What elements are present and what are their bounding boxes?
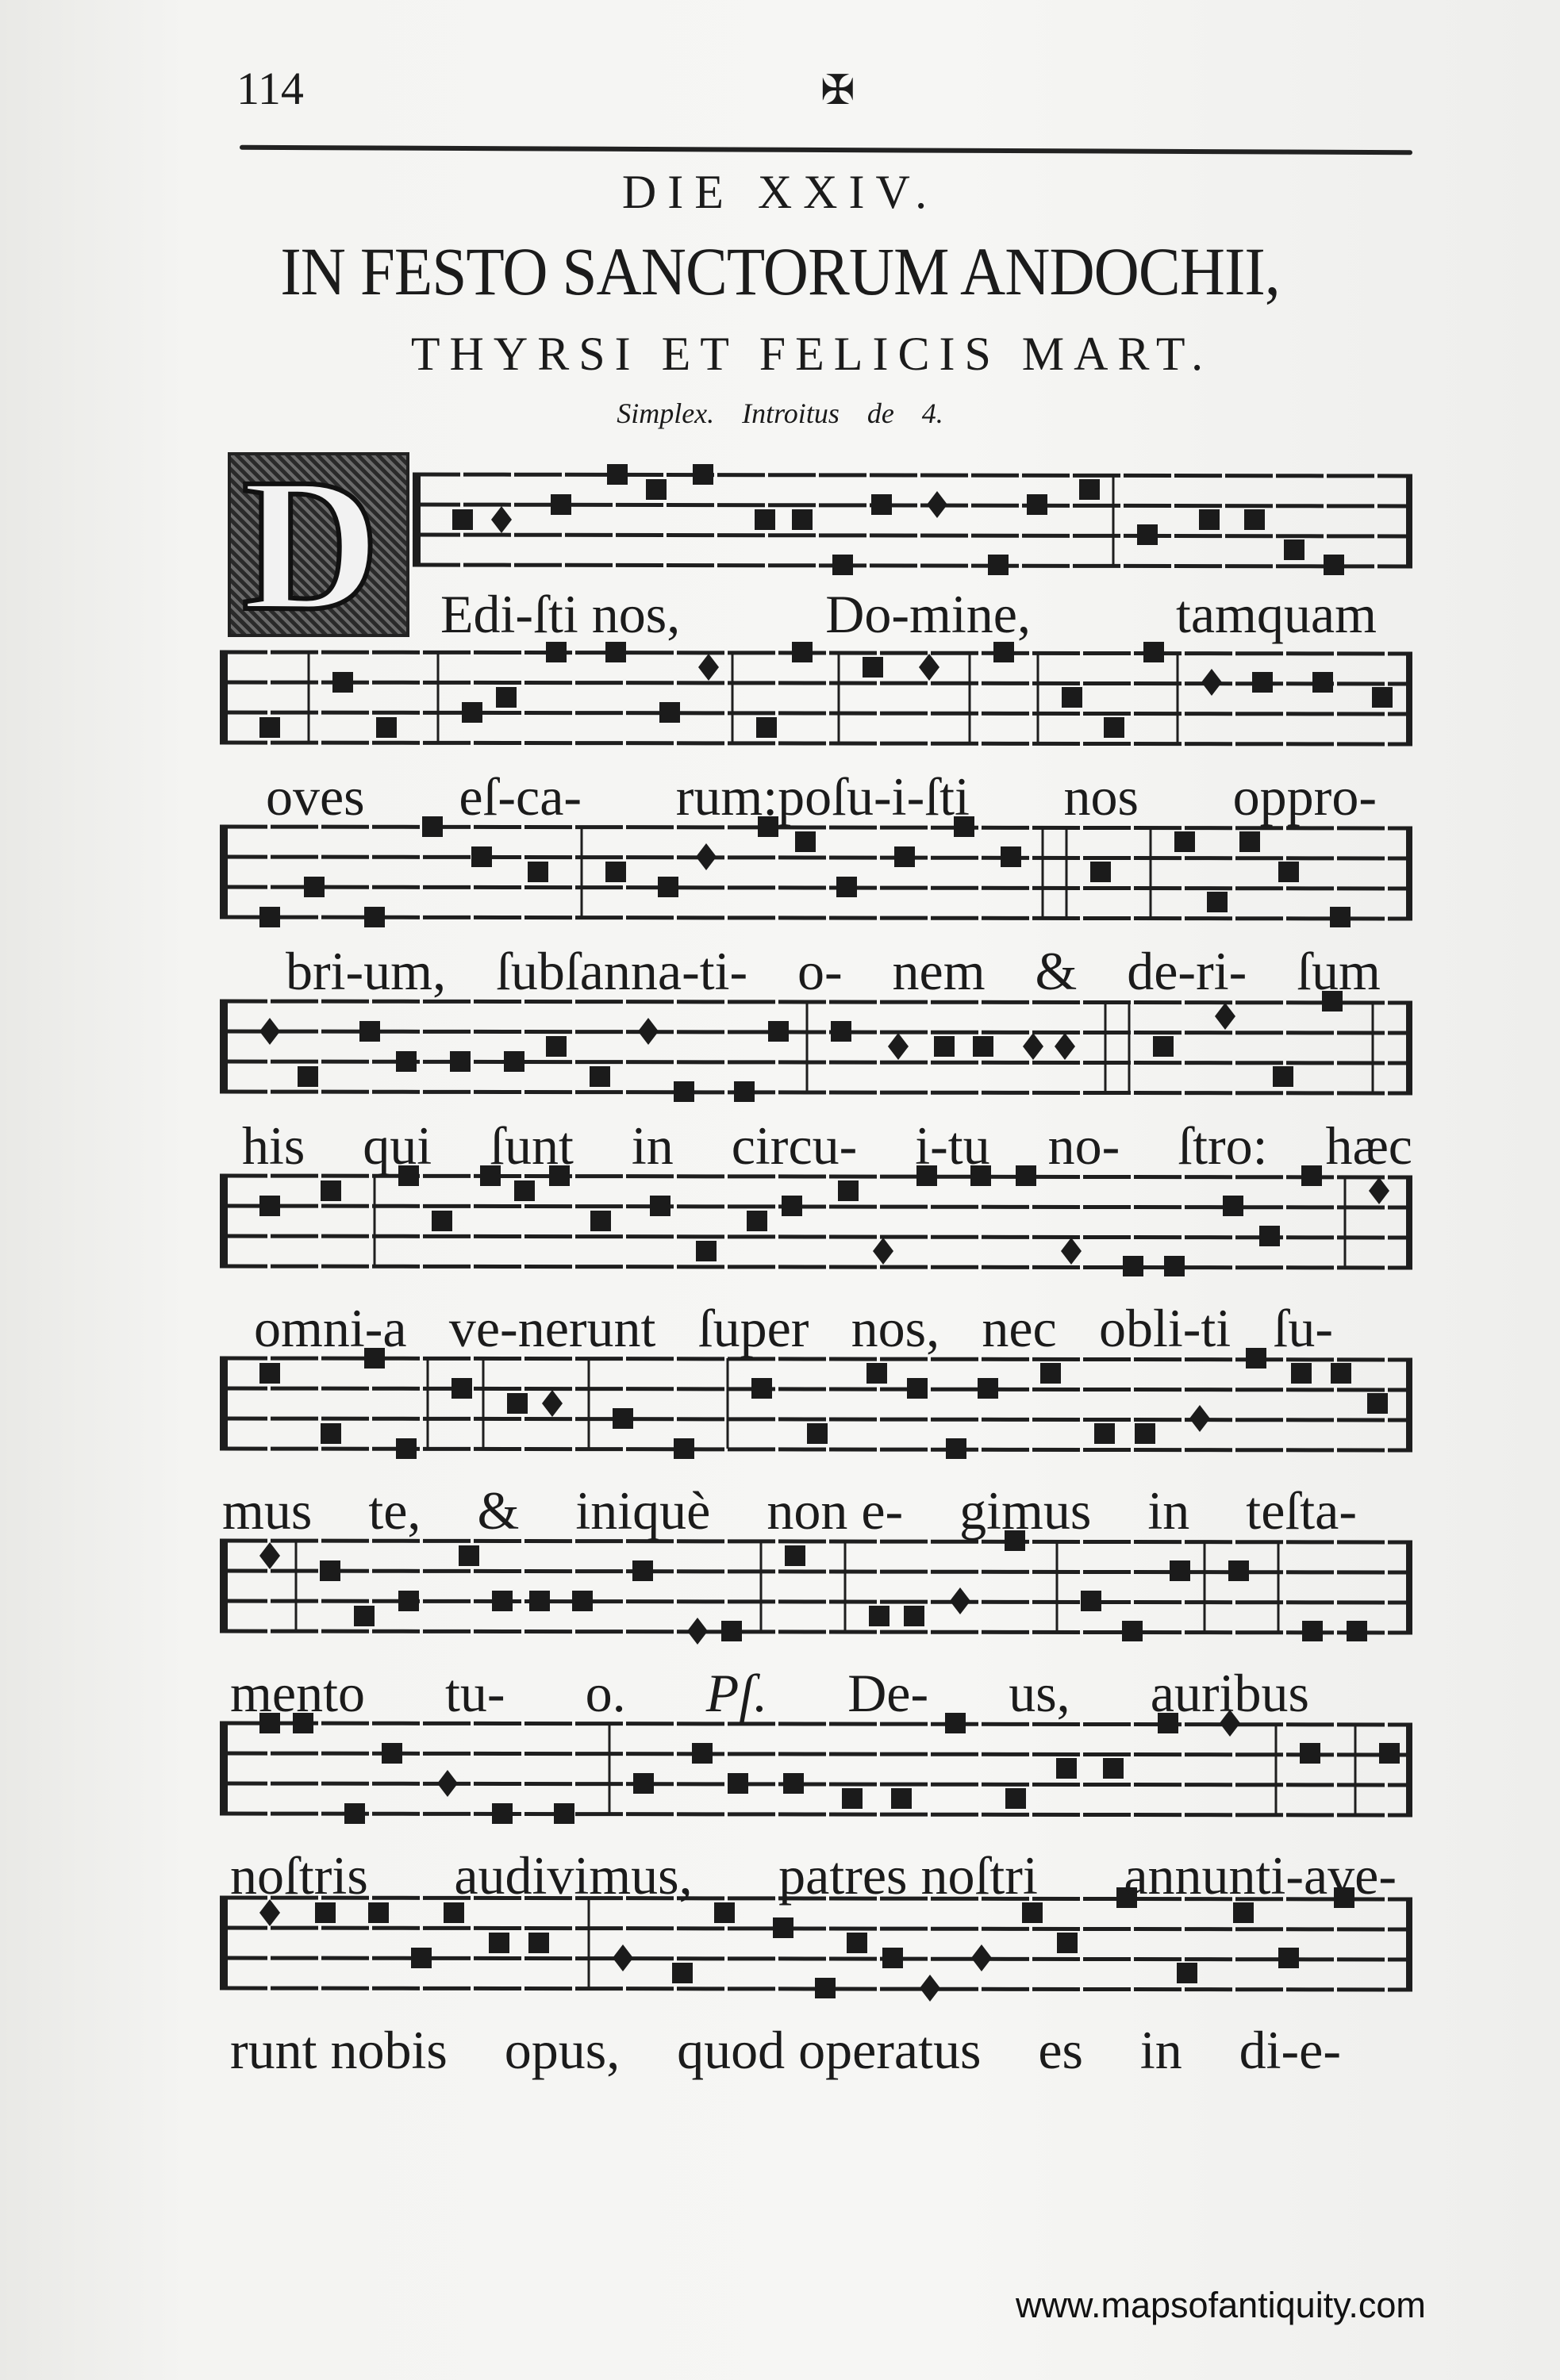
neume bbox=[1079, 479, 1100, 500]
neume bbox=[693, 464, 713, 485]
neume bbox=[832, 555, 853, 575]
lyric-syllable: gimus bbox=[959, 1480, 1092, 1541]
neume bbox=[1137, 524, 1158, 545]
lyric-syllable: & bbox=[477, 1480, 520, 1541]
neume bbox=[551, 494, 571, 515]
neume bbox=[298, 1066, 318, 1087]
lyric-syllable: nos, bbox=[851, 1298, 940, 1358]
custos bbox=[1406, 652, 1412, 743]
neume bbox=[471, 846, 492, 867]
staff bbox=[220, 991, 1412, 1102]
neume bbox=[1040, 1363, 1061, 1384]
neume bbox=[1347, 1621, 1367, 1641]
staff bbox=[220, 1348, 1412, 1459]
custos bbox=[1406, 1358, 1412, 1449]
neume bbox=[259, 717, 280, 738]
neume bbox=[768, 1021, 789, 1042]
neume bbox=[747, 1211, 767, 1231]
neume bbox=[831, 1021, 851, 1042]
neume bbox=[590, 1211, 611, 1231]
lyric-syllable: eſ-ca- bbox=[459, 766, 582, 827]
neume bbox=[1135, 1423, 1155, 1444]
staff-line bbox=[220, 743, 1412, 744]
neume bbox=[950, 1587, 970, 1614]
neume bbox=[1027, 494, 1047, 515]
neume bbox=[259, 1196, 280, 1216]
neume bbox=[1291, 1363, 1312, 1384]
feast-title: IN FESTO SANCTORUM ANDOCHII, bbox=[280, 233, 1280, 309]
neume bbox=[1103, 1758, 1124, 1779]
neume bbox=[504, 1051, 524, 1072]
page-number: 114 bbox=[236, 63, 304, 114]
staff-line bbox=[220, 1958, 1412, 1960]
neume bbox=[871, 494, 892, 515]
neume bbox=[894, 846, 915, 867]
neume bbox=[1284, 539, 1304, 560]
lyric-line bbox=[266, 766, 1377, 828]
neume bbox=[1174, 831, 1195, 852]
staff bbox=[220, 1165, 1412, 1276]
neume bbox=[451, 1378, 472, 1399]
staff bbox=[220, 1530, 1412, 1645]
lyric-syllable: ſubſanna-ti- bbox=[495, 941, 748, 1001]
lyric-syllable: patres noſtri bbox=[778, 1845, 1038, 1906]
neume bbox=[1164, 1256, 1185, 1276]
lyric-syllable: i-tu bbox=[915, 1115, 990, 1176]
neume bbox=[1239, 831, 1260, 852]
lyric-line bbox=[254, 1297, 1333, 1360]
staff-line bbox=[413, 565, 1412, 566]
lyric-line bbox=[440, 583, 1377, 646]
neume bbox=[1081, 1591, 1101, 1611]
custos bbox=[1406, 1723, 1412, 1814]
neume bbox=[1252, 672, 1273, 693]
neume bbox=[1207, 892, 1228, 912]
neume bbox=[1312, 672, 1333, 693]
neume bbox=[492, 1803, 513, 1824]
neume bbox=[1062, 687, 1082, 708]
lyric-syllable: obli-ti bbox=[1098, 1298, 1231, 1358]
lyric-syllable: mus bbox=[222, 1480, 313, 1541]
neume bbox=[1300, 1743, 1320, 1764]
neume bbox=[321, 1423, 341, 1444]
lyric-line bbox=[242, 1115, 1412, 1177]
neume bbox=[546, 1036, 567, 1057]
neume bbox=[1278, 862, 1299, 882]
staff-line bbox=[220, 887, 1412, 889]
lyric-syllable: nec bbox=[982, 1298, 1057, 1358]
staff-line bbox=[220, 1092, 1412, 1093]
lyric-line bbox=[222, 1480, 1357, 1542]
lyric-syllable: o- bbox=[797, 941, 843, 1001]
neume bbox=[1324, 555, 1344, 575]
lyric-syllable: di-e- bbox=[1239, 2020, 1341, 2080]
neume bbox=[359, 1021, 380, 1042]
lyric-syllable: ve-nerunt bbox=[448, 1298, 656, 1358]
neume bbox=[382, 1743, 402, 1764]
neume bbox=[674, 1438, 694, 1459]
lyric-syllable: Pſ. bbox=[705, 1663, 768, 1723]
neume bbox=[904, 1606, 924, 1626]
neume bbox=[320, 1560, 340, 1581]
staff-line bbox=[220, 1814, 1412, 1815]
neume bbox=[496, 687, 517, 708]
staff bbox=[220, 642, 1412, 744]
neume bbox=[882, 1948, 903, 1968]
lyric-syllable: ſtro: bbox=[1178, 1115, 1268, 1176]
neume bbox=[613, 1944, 633, 1971]
neume bbox=[782, 1196, 802, 1216]
staff-line bbox=[220, 1266, 1412, 1268]
neume bbox=[755, 509, 775, 530]
lyric-syllable: ſum bbox=[1297, 941, 1381, 1001]
lyric-syllable: oppro- bbox=[1232, 766, 1377, 827]
neume bbox=[869, 1606, 890, 1626]
lyric-syllable: no- bbox=[1047, 1115, 1120, 1176]
lyric-syllable: bri-um, bbox=[286, 941, 447, 1001]
neume bbox=[1094, 1423, 1115, 1444]
neume bbox=[1005, 1788, 1026, 1809]
neume bbox=[1055, 1033, 1075, 1060]
lyric-syllable: De- bbox=[847, 1663, 929, 1723]
neume bbox=[1123, 1256, 1143, 1276]
neume bbox=[529, 1591, 550, 1611]
neume bbox=[672, 1963, 693, 1983]
staff-line bbox=[220, 712, 1412, 714]
staff-line bbox=[220, 682, 1412, 684]
neume bbox=[450, 1051, 471, 1072]
lyric-syllable: te, bbox=[368, 1480, 421, 1541]
neume bbox=[259, 1363, 280, 1384]
lyric-syllable: opus, bbox=[504, 2020, 621, 2080]
lyric-syllable: audivimus, bbox=[454, 1845, 693, 1906]
neume bbox=[687, 1618, 708, 1645]
lyric-syllable: in bbox=[1147, 1480, 1190, 1541]
neume bbox=[847, 1933, 867, 1953]
staff-line bbox=[413, 474, 1412, 476]
lyric-syllable: hæc bbox=[1325, 1115, 1412, 1176]
neume bbox=[398, 1591, 419, 1611]
neume bbox=[1057, 1933, 1078, 1953]
neume bbox=[528, 862, 548, 882]
lyric-syllable: rum:poſu-i-ſti bbox=[675, 766, 970, 827]
neume bbox=[1215, 1003, 1235, 1030]
staff-line bbox=[220, 1783, 1412, 1785]
clef bbox=[220, 827, 228, 917]
neume bbox=[751, 1378, 772, 1399]
custos bbox=[1406, 1898, 1412, 1988]
day-heading: DIE XXIV. bbox=[621, 166, 939, 218]
neume bbox=[866, 1363, 887, 1384]
lyric-syllable: ſuper bbox=[697, 1298, 809, 1358]
neume bbox=[259, 1542, 280, 1569]
lyric-syllable: us, bbox=[1009, 1663, 1070, 1723]
neume bbox=[934, 1036, 955, 1057]
lyric-syllable: runt nobis bbox=[230, 2020, 448, 2080]
lyric-syllable: in bbox=[1139, 2020, 1182, 2080]
neume bbox=[492, 1591, 513, 1611]
neume bbox=[728, 1773, 748, 1794]
neume bbox=[613, 1408, 633, 1429]
neume bbox=[783, 1773, 804, 1794]
neume bbox=[1177, 1963, 1197, 1983]
neume bbox=[462, 702, 482, 723]
neume bbox=[1201, 669, 1222, 696]
neume bbox=[332, 672, 353, 693]
lyric-syllable: de-ri- bbox=[1127, 941, 1247, 1001]
neume bbox=[971, 1944, 992, 1971]
neume bbox=[973, 1036, 993, 1057]
staff-line bbox=[220, 1418, 1412, 1420]
lyric-syllable: qui bbox=[363, 1115, 432, 1176]
neume bbox=[838, 1180, 859, 1201]
neume bbox=[1199, 509, 1220, 530]
neume bbox=[646, 479, 667, 500]
lyric-syllable: annunti-ave- bbox=[1124, 1845, 1397, 1906]
staff-line bbox=[220, 652, 1412, 654]
neume bbox=[607, 464, 628, 485]
staff-line bbox=[220, 1031, 1412, 1033]
neume bbox=[364, 907, 385, 927]
custos bbox=[1406, 474, 1412, 565]
watermark: www.mapsofantiquity.com bbox=[1016, 2285, 1426, 2325]
neume bbox=[507, 1393, 528, 1414]
neume bbox=[528, 1933, 549, 1953]
neume bbox=[452, 509, 473, 530]
staff-line bbox=[220, 1388, 1412, 1390]
clef bbox=[220, 1358, 228, 1449]
staff bbox=[220, 816, 1412, 927]
custos bbox=[1406, 1001, 1412, 1092]
staff-line bbox=[220, 857, 1412, 858]
custos bbox=[1406, 827, 1412, 917]
neume bbox=[354, 1606, 375, 1626]
neume bbox=[696, 1241, 717, 1261]
neume bbox=[696, 843, 717, 870]
neume bbox=[946, 1438, 966, 1459]
neume bbox=[1228, 1560, 1249, 1581]
neume bbox=[632, 1560, 653, 1581]
neume bbox=[321, 1180, 341, 1201]
staff-line bbox=[220, 1236, 1412, 1238]
neume bbox=[920, 1975, 940, 2002]
neume bbox=[815, 1978, 836, 1998]
lyric-syllable: nem bbox=[892, 941, 986, 1001]
lyric-line bbox=[230, 2019, 1341, 2082]
clef bbox=[220, 1001, 228, 1092]
neume bbox=[1090, 862, 1111, 882]
cross-ornament-icon: ✠ bbox=[820, 68, 855, 113]
neume bbox=[1023, 1033, 1043, 1060]
clef bbox=[220, 1723, 228, 1814]
clef bbox=[413, 474, 421, 565]
neume bbox=[638, 1018, 659, 1045]
neume bbox=[1369, 1177, 1389, 1204]
neume bbox=[542, 1390, 563, 1417]
neume bbox=[721, 1621, 742, 1641]
neume bbox=[259, 1018, 280, 1045]
lyric-line bbox=[230, 1844, 1397, 1907]
neume bbox=[795, 831, 816, 852]
neume bbox=[432, 1211, 452, 1231]
lyric-syllable: in bbox=[631, 1115, 674, 1176]
neume bbox=[1331, 1363, 1351, 1384]
custos bbox=[1406, 1176, 1412, 1266]
neume bbox=[514, 1180, 535, 1201]
lyric-syllable: circu- bbox=[731, 1115, 858, 1176]
neume bbox=[1273, 1066, 1293, 1087]
lyric-syllable: teſta- bbox=[1246, 1480, 1357, 1541]
neume bbox=[658, 877, 678, 897]
custos bbox=[1406, 1541, 1412, 1631]
lyric-syllable: o. bbox=[585, 1663, 626, 1723]
lyric-syllable: omni-a bbox=[254, 1298, 407, 1358]
rubric: Simplex. Introitus de 4. bbox=[617, 397, 943, 429]
lyric-syllable: ſu- bbox=[1273, 1298, 1333, 1358]
neume bbox=[659, 702, 680, 723]
staff bbox=[413, 464, 1412, 575]
lyric-syllable: iniquè bbox=[575, 1480, 711, 1541]
neume bbox=[489, 1933, 509, 1953]
neume bbox=[1259, 1226, 1280, 1246]
neume bbox=[590, 1066, 610, 1087]
neume bbox=[756, 717, 777, 738]
staff bbox=[220, 1710, 1412, 1824]
neume bbox=[376, 717, 397, 738]
neume bbox=[988, 555, 1009, 575]
neume bbox=[1330, 907, 1351, 927]
lyric-syllable: Do-mine, bbox=[825, 584, 1031, 644]
neume bbox=[396, 1051, 417, 1072]
neume bbox=[1379, 1743, 1400, 1764]
lyric-line bbox=[286, 940, 1381, 1003]
neume bbox=[411, 1948, 432, 1968]
neume bbox=[633, 1773, 654, 1794]
lyric-syllable: noſtris bbox=[230, 1845, 368, 1906]
neume bbox=[344, 1803, 365, 1824]
neume bbox=[1153, 1036, 1174, 1057]
neume bbox=[650, 1196, 670, 1216]
drop-cap-letter: D bbox=[242, 439, 380, 650]
lyric-syllable: non e- bbox=[767, 1480, 904, 1541]
staff-line bbox=[220, 1631, 1412, 1633]
neume bbox=[1061, 1238, 1082, 1265]
neume bbox=[1367, 1393, 1388, 1414]
lyric-syllable: ſunt bbox=[490, 1115, 574, 1176]
lyric-syllable: mento bbox=[230, 1663, 365, 1723]
neume bbox=[907, 1378, 928, 1399]
neume bbox=[605, 862, 626, 882]
neume bbox=[1001, 846, 1021, 867]
neume bbox=[304, 877, 325, 897]
lyric-syllable: Edi-ſti nos, bbox=[440, 584, 681, 644]
drop-cap bbox=[228, 439, 409, 650]
neume bbox=[842, 1788, 863, 1809]
neume bbox=[1278, 1948, 1299, 1968]
neume bbox=[1302, 1621, 1323, 1641]
neume bbox=[674, 1081, 694, 1102]
neume bbox=[1372, 687, 1393, 708]
neume bbox=[888, 1033, 909, 1060]
neume bbox=[919, 654, 939, 681]
neume bbox=[1244, 509, 1265, 530]
neume bbox=[1170, 1560, 1190, 1581]
clef bbox=[220, 1541, 228, 1631]
neume bbox=[1056, 1758, 1077, 1779]
staff-line bbox=[220, 1928, 1412, 1929]
neume bbox=[792, 509, 813, 530]
lyric-syllable: nos bbox=[1063, 766, 1139, 827]
neume bbox=[891, 1788, 912, 1809]
neume bbox=[807, 1423, 828, 1444]
feast-subtitle: THYRSI ET FELICIS MART. bbox=[410, 328, 1213, 380]
neume bbox=[692, 1743, 713, 1764]
neume bbox=[873, 1238, 893, 1265]
neume bbox=[1223, 1196, 1243, 1216]
neume bbox=[978, 1378, 998, 1399]
neume bbox=[437, 1770, 458, 1797]
neume bbox=[863, 657, 883, 678]
clef bbox=[220, 652, 228, 743]
staff-line bbox=[413, 535, 1412, 536]
neume bbox=[698, 654, 719, 681]
neume bbox=[927, 491, 947, 518]
neume bbox=[572, 1591, 593, 1611]
lyric-syllable: his bbox=[242, 1115, 305, 1176]
clef bbox=[220, 1176, 228, 1266]
neume bbox=[459, 1545, 479, 1566]
lyric-syllable: es bbox=[1038, 2020, 1083, 2080]
lyric-syllable: tu- bbox=[445, 1663, 505, 1723]
lyric-syllable: quod operatus bbox=[677, 2020, 982, 2080]
lyric-syllable: auribus bbox=[1150, 1663, 1309, 1723]
neume bbox=[396, 1438, 417, 1459]
lyric-syllable: & bbox=[1035, 941, 1078, 1001]
neume bbox=[1189, 1405, 1210, 1432]
neume bbox=[734, 1081, 755, 1102]
neume bbox=[1122, 1621, 1143, 1641]
neume bbox=[554, 1803, 574, 1824]
clef bbox=[220, 1898, 228, 1988]
staff-line bbox=[220, 917, 1412, 919]
neume bbox=[491, 506, 512, 533]
neume bbox=[1104, 717, 1124, 738]
lyric-syllable: tamquam bbox=[1175, 584, 1377, 644]
neume bbox=[785, 1545, 805, 1566]
neume bbox=[259, 907, 280, 927]
neume bbox=[836, 877, 857, 897]
lyric-line bbox=[230, 1662, 1309, 1725]
lyric-syllable: oves bbox=[266, 766, 365, 827]
neume bbox=[773, 1917, 793, 1938]
